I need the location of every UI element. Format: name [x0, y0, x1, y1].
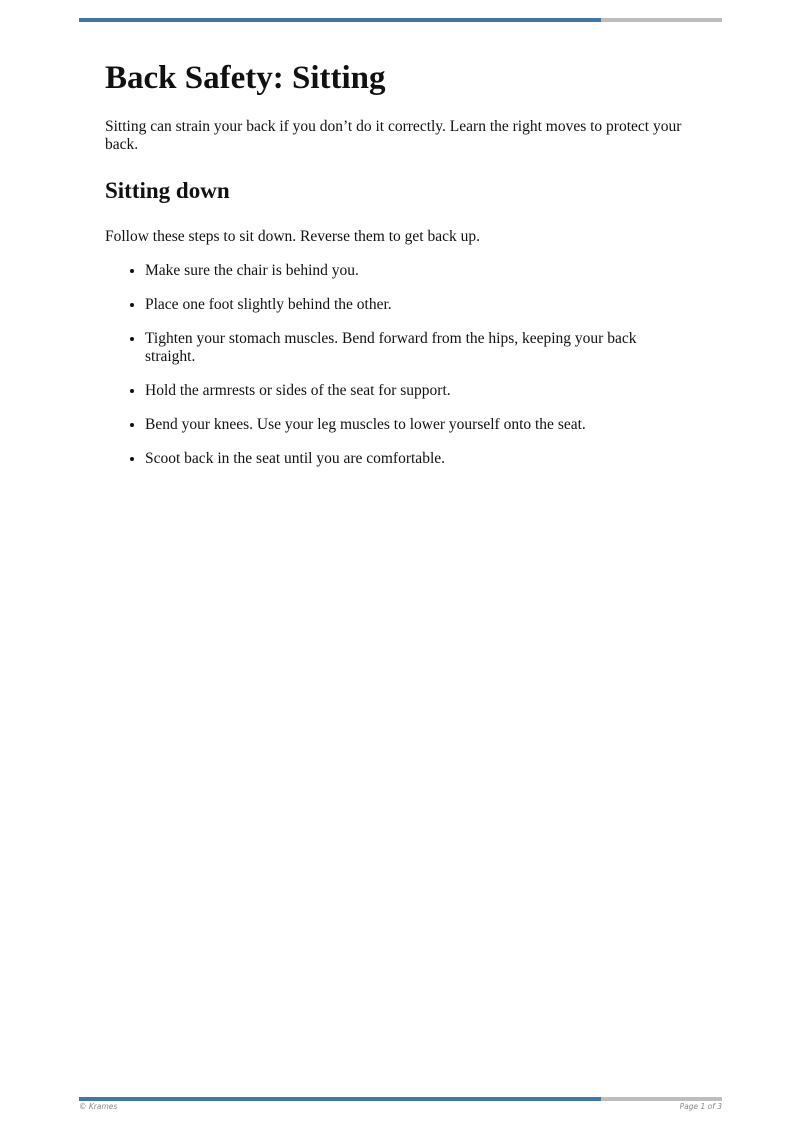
footer-rule-accent [79, 1097, 601, 1101]
section-lead: Follow these steps to sit down. Reverse them to get back up. [105, 228, 480, 245]
copyright-text: © Krames [79, 1102, 118, 1111]
header-rule-remainder [601, 18, 722, 22]
header-rule [79, 18, 722, 22]
intro-paragraph: Sitting can strain your back if you don’t do it correctly. Learn the right moves to protect your back. [105, 118, 682, 153]
page-indicator: Page 1 of 3 [679, 1102, 722, 1111]
page-title: Back Safety: Sitting [105, 60, 386, 96]
footer-rule-remainder [601, 1097, 722, 1101]
steps-list [105, 262, 685, 468]
list-item: • Make sure the chair is behind you. [145, 262, 685, 280]
list-item: • Bend your knees. Use your leg muscles to lower yourself onto the seat. [145, 416, 685, 434]
page-footer [79, 1102, 722, 1114]
section-heading-sitting-down: Sitting down [105, 178, 230, 203]
list-item: • Hold the armrests or sides of the seat for support. [145, 382, 685, 400]
footer-rule [79, 1097, 722, 1101]
document-body [105, 52, 685, 484]
list-item: • Tighten your stomach muscles. Bend forward from the hips, keeping your back straight. [145, 330, 685, 366]
list-item: • Place one foot slightly behind the other. [145, 296, 685, 314]
header-rule-accent [79, 18, 601, 22]
list-item: • Scoot back in the seat until you are comfortable. [145, 450, 685, 468]
